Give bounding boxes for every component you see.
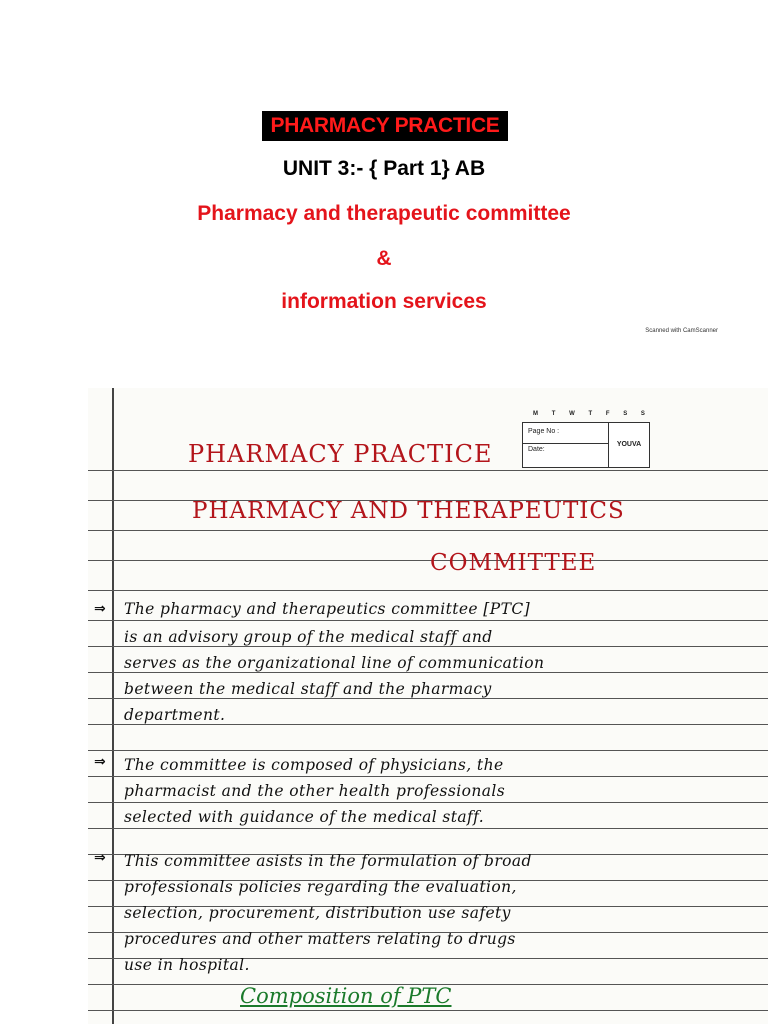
para1-line5: department. [124,706,226,724]
notes-heading-1: PHARMACY PRACTICE [188,440,493,468]
weekday-m: M [533,411,538,417]
topic-line-1: Pharmacy and therapeutic committee [197,202,571,225]
date-label: Date: [528,446,545,453]
weekday-t: T [551,411,556,417]
title-banner: PHARMACY PRACTICE [262,111,508,141]
weekday-f: F [605,411,610,417]
cover-section [0,0,768,350]
para2-line1: The committee is composed of physicians, the [124,756,504,774]
weekday-s2: S [640,411,645,417]
notebook-brand: YOUVA [608,423,649,467]
page-info-box [522,411,650,468]
para3-line5: use in hospital. [124,956,250,974]
weekday-t2: T [588,411,593,417]
para3-line1: This committee asists in the formulation of broad [124,852,532,870]
para2-line2: pharmacist and the other health professionals [124,782,506,800]
composition-subheading: Composition of PTC [240,984,452,1008]
scanner-credit: Scanned with CamScanner [645,328,718,334]
para1-line4: between the medical staff and the pharmacy [124,680,492,698]
para1-line1: The pharmacy and therapeutics committee [PTC] [124,600,531,618]
notes-heading-2b: COMMITTEE [430,550,597,576]
notebook-page [88,388,768,1024]
para2-line3: selected with guidance of the medical staff. [124,808,485,826]
weekday-row [533,411,645,417]
para1-line2: is an advisory group of the medical staff and [124,628,493,646]
weekday-s: S [623,411,628,417]
bullet-arrow-3: ⇒ [94,850,106,866]
topic-ampersand: & [376,247,392,270]
weekday-w: W [569,411,575,417]
margin-line [112,388,114,1024]
bullet-arrow-1: ⇒ [94,601,106,617]
bullet-arrow-2: ⇒ [94,754,106,770]
para3-line2: professionals policies regarding the evaluation, [124,878,517,896]
para3-line4: procedures and other matters relating to drugs [124,930,516,948]
page-no-label: Page No : [528,428,560,435]
para1-line3: serves as the organizational line of communication [124,654,545,672]
notes-heading-2a: PHARMACY AND THERAPEUTICS [192,498,625,524]
unit-title: UNIT 3:- { Part 1} AB [282,157,486,180]
topic-line-2: information services [281,290,487,313]
para3-line3: selection, procurement, distribution use safety [124,904,511,922]
